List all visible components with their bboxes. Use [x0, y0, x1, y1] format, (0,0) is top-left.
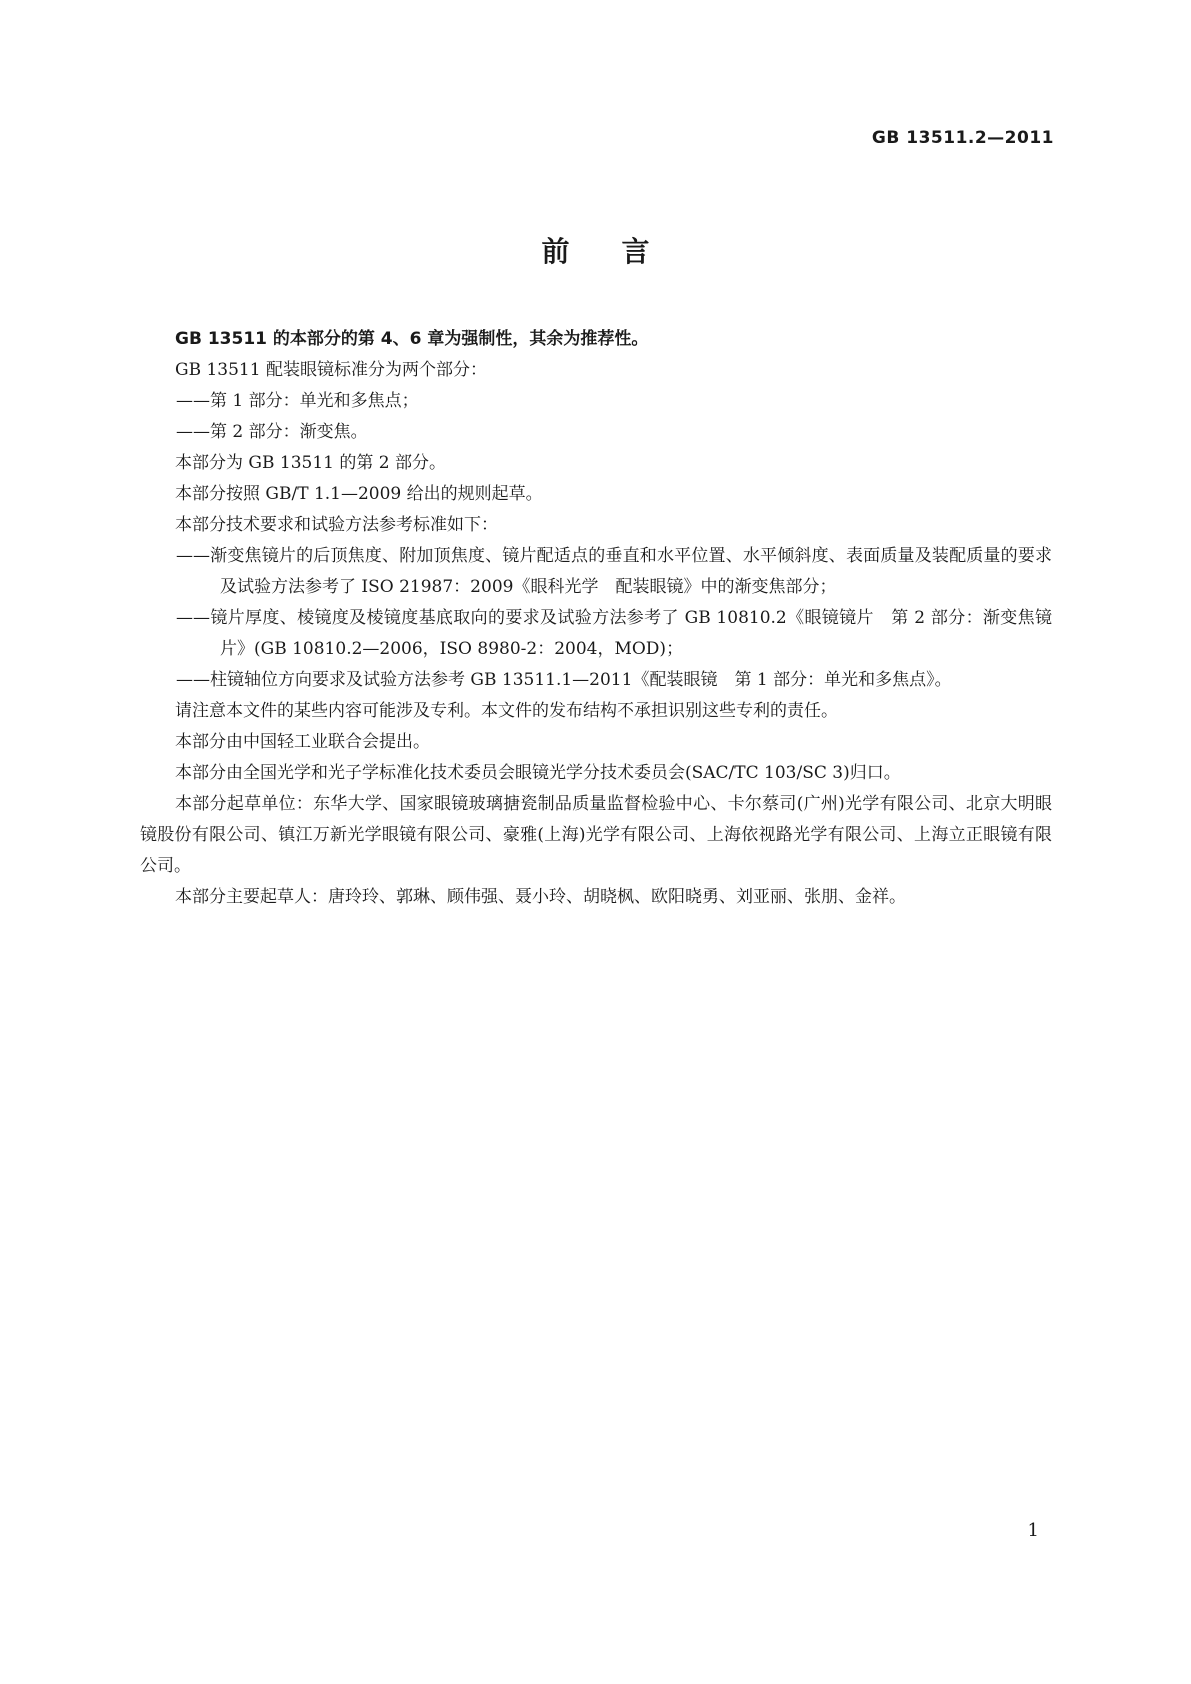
- list-item-part-2: ——第 2 部分：渐变焦。: [176, 422, 368, 442]
- paragraph-drafting-units: 本部分起草单位：东华大学、国家眼镜玻璃搪瓷制品质量监督检验中心、卡尔蔡司(广州)光学有限公司、北京大明眼镜股份有限公司、镇江万新光学眼镜有限公司、豪雅(上海)光学有限公司、上海依视路光学有限公司、上海立正眼镜有限公司。: [140, 794, 1052, 876]
- foreword-body: [140, 324, 1052, 913]
- paragraph-drafters: 本部分主要起草人：唐玲玲、郭琳、顾伟强、聂小玲、胡晓枫、欧阳晓勇、刘亚丽、张朋、金祥。: [175, 887, 906, 907]
- paragraph-patent-notice: 请注意本文件的某些内容可能涉及专利。本文件的发布结构不承担识别这些专利的责任。: [175, 701, 838, 721]
- paragraph-parts-intro: GB 13511 配装眼镜标准分为两个部分：: [175, 360, 487, 380]
- paragraph-part-statement: 本部分为 GB 13511 的第 2 部分。: [175, 453, 446, 473]
- list-item-part-1: ——第 1 部分：单光和多焦点；: [176, 391, 419, 411]
- list-item-reference-gb10810: ——镜片厚度、棱镜度及棱镜度基底取向的要求及试验方法参考了 GB 10810.2《眼镜镜片 第 2 部分：渐变焦镜片》(GB 10810.2—2006，ISO 8980-2：2004，MOD)；: [176, 608, 1052, 659]
- list-item-reference-iso: ——渐变焦镜片的后顶焦度、附加顶焦度、镜片配适点的垂直和水平位置、水平倾斜度、表面质量及装配质量的要求及试验方法参考了 ISO 21987：2009《眼科光学 配装眼镜》中的渐变焦部分；: [176, 546, 1052, 597]
- page-title: 前言: [541, 235, 702, 268]
- page-number: 1: [1027, 1520, 1039, 1541]
- mandatory-clause-statement: GB 13511 的本部分的第 4、6 章为强制性，其余为推荐性。: [175, 329, 649, 349]
- paragraph-proposer: 本部分由中国轻工业联合会提出。: [175, 732, 430, 752]
- paragraph-drafting-rules: 本部分按照 GB/T 1.1—2009 给出的规则起草。: [175, 484, 543, 504]
- paragraph-reference-intro: 本部分技术要求和试验方法参考标准如下：: [175, 515, 498, 535]
- standard-code-header: GB 13511.2—2011: [871, 128, 1054, 148]
- list-item-reference-gb13511: ——柱镜轴位方向要求及试验方法参考 GB 13511.1—2011《配装眼镜 第 1 部分：单光和多焦点》。: [176, 670, 952, 690]
- paragraph-administrator: 本部分由全国光学和光子学标准化技术委员会眼镜光学分技术委员会(SAC/TC 103/SC 3)归口。: [175, 763, 901, 783]
